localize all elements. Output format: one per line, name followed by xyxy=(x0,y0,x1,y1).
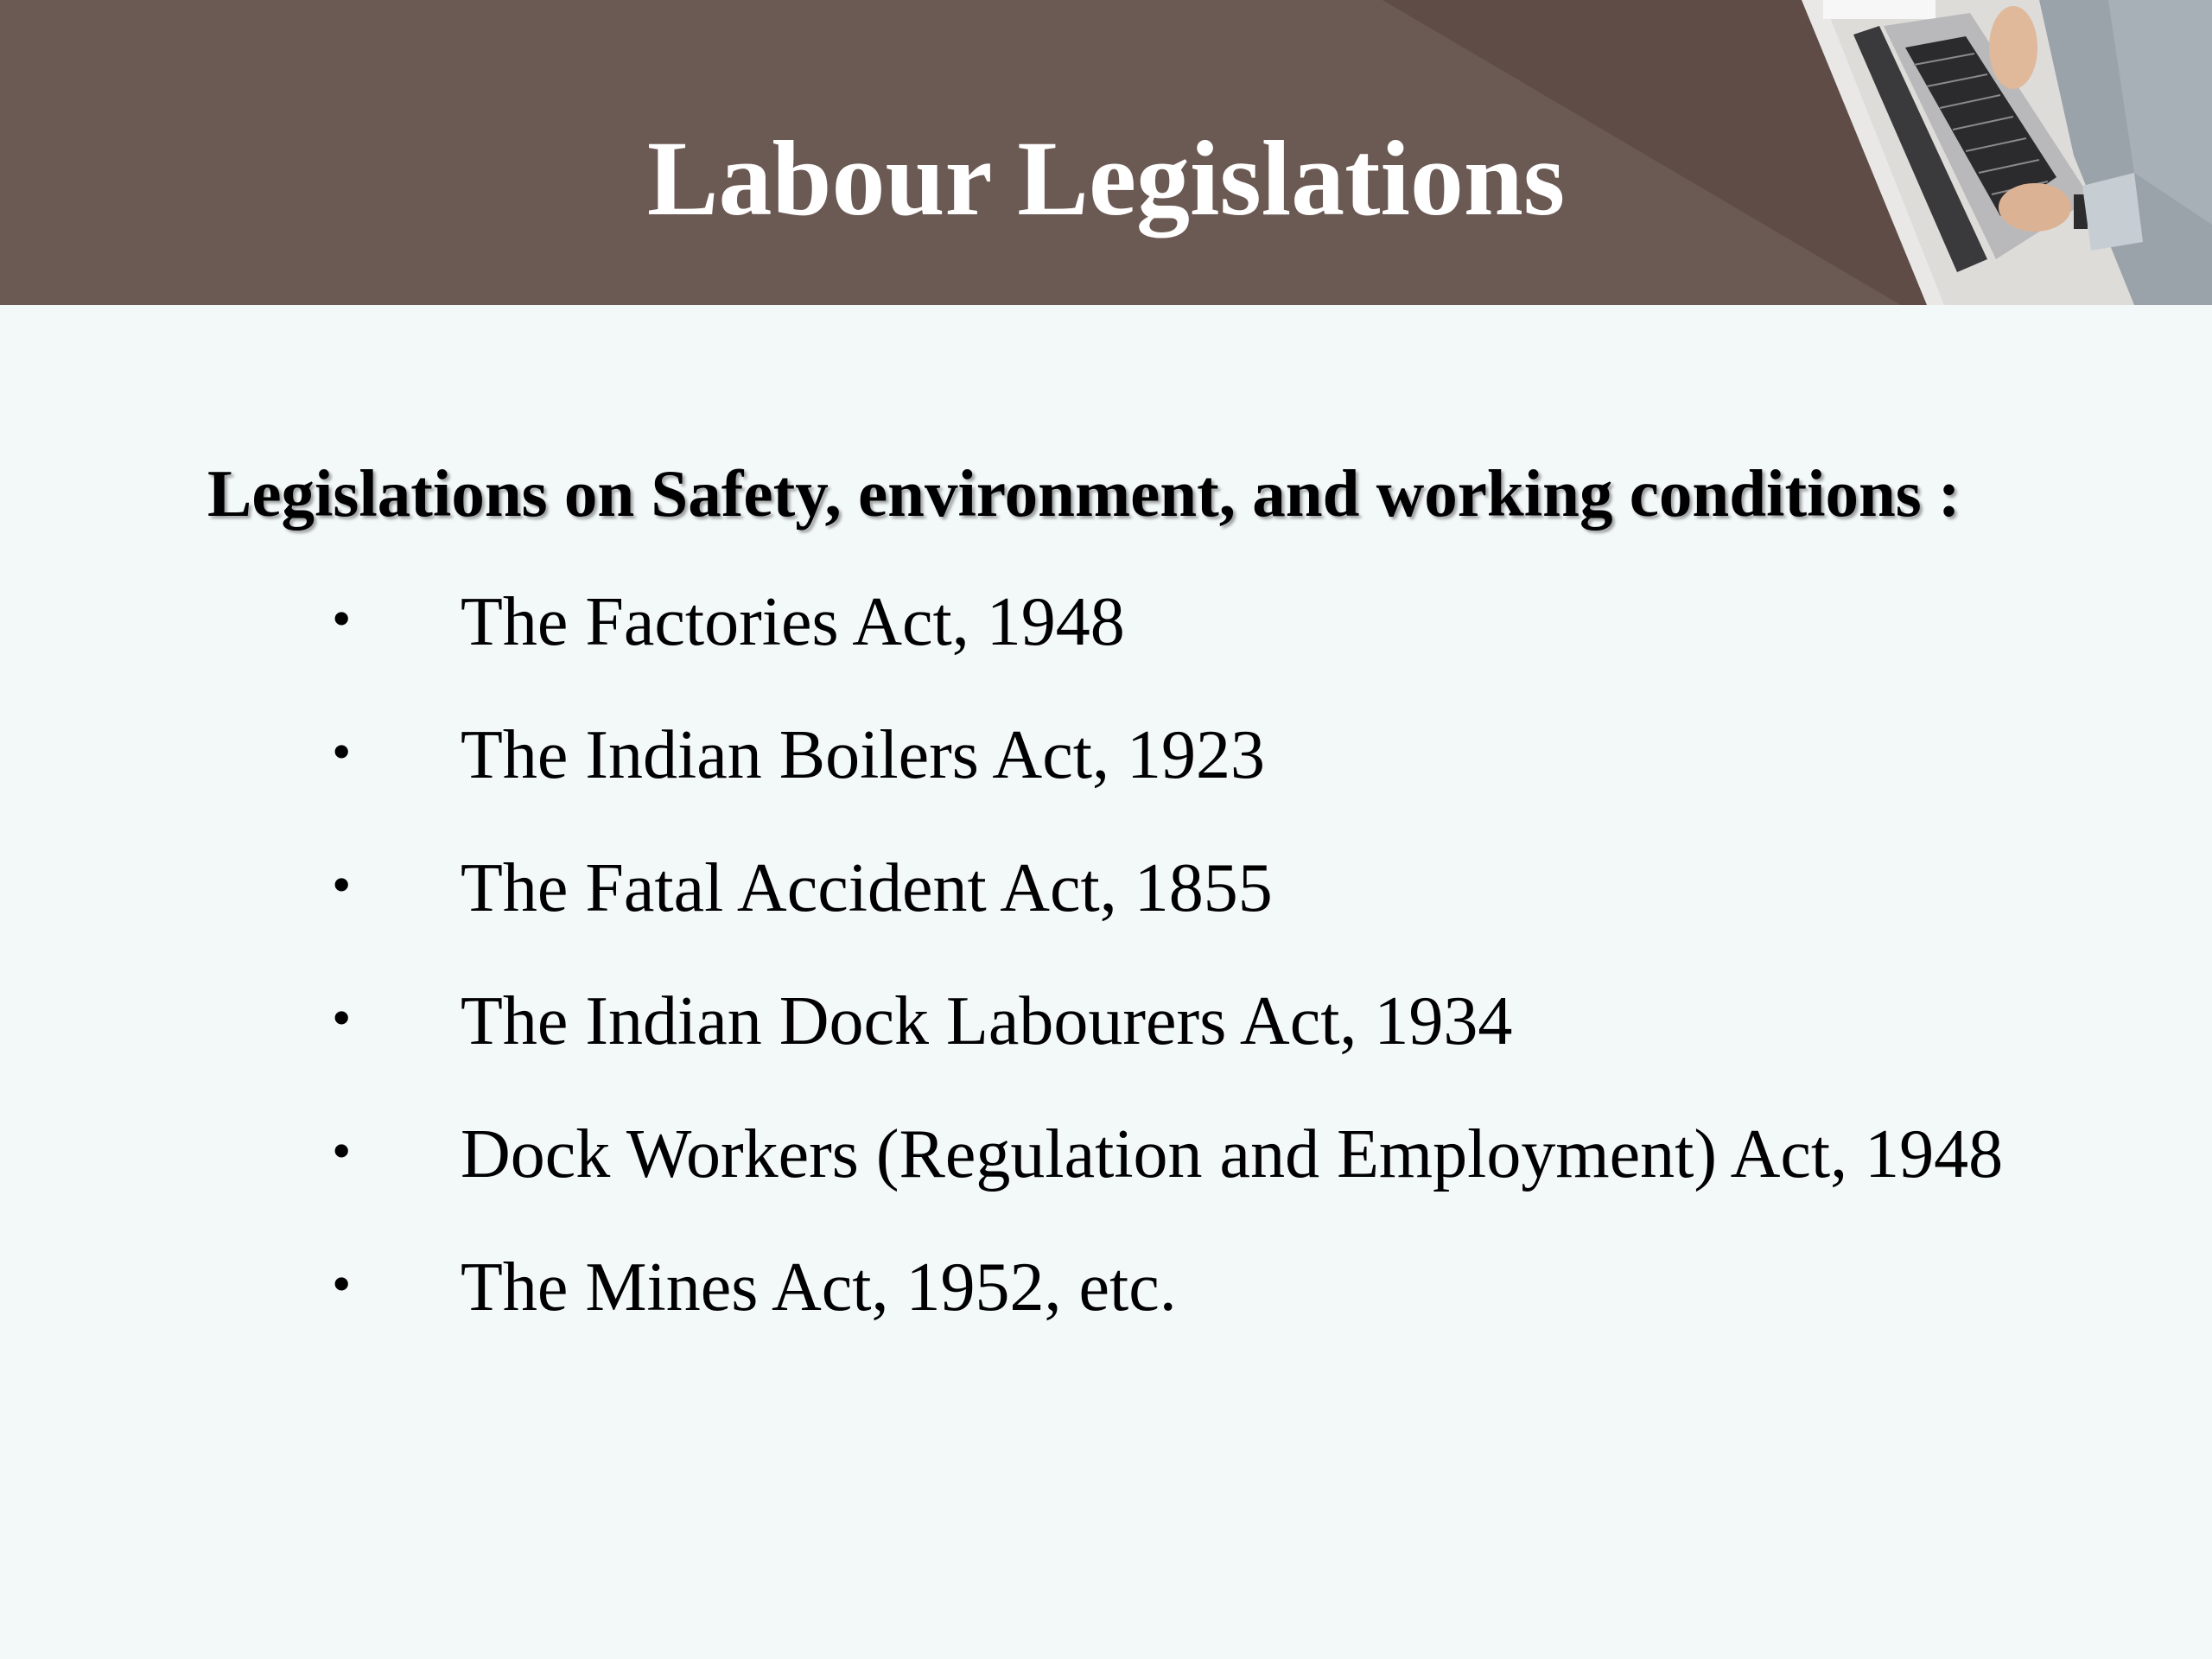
acts-list xyxy=(0,584,2212,1386)
bullet-icon: • xyxy=(332,588,352,649)
list-item xyxy=(0,850,2212,987)
list-item xyxy=(0,1116,2212,1253)
list-item-text: Dock Workers (Regulation and Employment) Act, 1948 xyxy=(461,1116,2004,1192)
section-subheading: Legislations on Safety, environment, and working conditions : xyxy=(207,456,1961,531)
header-band xyxy=(0,0,2212,305)
list-item-text: The Indian Dock Labourers Act, 1934 xyxy=(461,983,1513,1059)
bullet-icon: • xyxy=(332,854,352,915)
bullet-icon: • xyxy=(332,1253,352,1314)
list-item-text: The Fatal Accident Act, 1855 xyxy=(461,850,1273,926)
list-item xyxy=(0,983,2212,1120)
list-item-text: The Factories Act, 1948 xyxy=(461,584,1125,660)
bullet-icon: • xyxy=(332,987,352,1048)
list-item xyxy=(0,717,2212,854)
bullet-icon: • xyxy=(332,1120,352,1181)
list-item-text: The Indian Boilers Act, 1923 xyxy=(461,717,1265,793)
list-item-text: The Mines Act, 1952, etc. xyxy=(461,1249,1177,1325)
bullet-icon: • xyxy=(332,721,352,782)
slide-title: Labour Legislations xyxy=(646,119,1566,238)
list-item xyxy=(0,584,2212,721)
list-item xyxy=(0,1249,2212,1386)
